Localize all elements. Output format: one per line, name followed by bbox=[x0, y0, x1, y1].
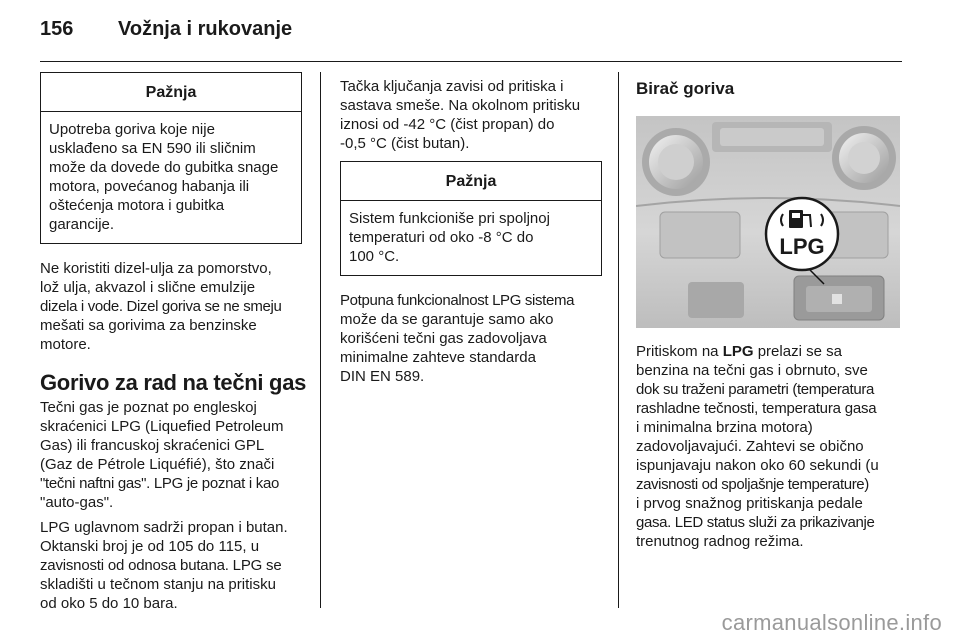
text-line: Potpuna funkcionalnost LPG sistema bbox=[340, 292, 575, 309]
column-2 bbox=[340, 72, 602, 386]
text-line: ispunjavaju nakon oko 60 sekundi (u bbox=[636, 457, 879, 474]
text-line: zadovoljavajući. Zahtevi se obično bbox=[636, 438, 864, 455]
text-line: Tačka ključanja zavisi od pritiska i bbox=[340, 78, 564, 95]
watermark: carmanualsonline.info bbox=[721, 610, 942, 635]
chapter-title: Vožnja i rukovanje bbox=[118, 18, 293, 40]
notice-line: temperaturi od oko -8 °C do bbox=[349, 229, 534, 246]
text-line: skladišti u tečnom stanju na pritisku bbox=[40, 576, 276, 593]
section-heading-fuel-selector: Birač goriva bbox=[636, 79, 735, 98]
text-line: Gas) ili francuskoj skraćenici GPL bbox=[40, 437, 265, 454]
text-line: može da se garantuje samo ako bbox=[340, 311, 554, 328]
text-line: zavisnosti od spoljašnje temperature) bbox=[636, 476, 869, 493]
text-line: sastava smeše. Na okolnom pritisku bbox=[340, 97, 581, 114]
column-3 bbox=[636, 72, 902, 551]
text-line: gasa. LED status služi za prikazivanje bbox=[636, 514, 875, 531]
notice-body bbox=[341, 201, 601, 275]
header-rule bbox=[40, 61, 902, 62]
paragraph-boiling-point bbox=[340, 77, 602, 153]
section-heading: Gorivo za rad na tečni gas bbox=[40, 370, 307, 395]
text-line: "auto-gas". bbox=[40, 494, 114, 511]
text-line: LPG uglavnom sadrži propan i butan. bbox=[40, 519, 288, 536]
text-line: (Gaz de Pétrole Liquéfié), što znači bbox=[40, 456, 275, 473]
text-line: motore. bbox=[40, 336, 91, 353]
column-divider-2 bbox=[618, 72, 619, 608]
notice-line: oštećenja motora i gubitka bbox=[49, 197, 225, 214]
text-suffix: prelazi se sa bbox=[757, 343, 842, 360]
paragraph-diesel bbox=[40, 259, 302, 354]
text-line: lož ulja, akvazol i slične emulzije bbox=[40, 279, 256, 296]
column-divider-1 bbox=[320, 72, 321, 608]
lpg-button-label: LPG bbox=[779, 234, 825, 259]
notice-line: garancije. bbox=[49, 216, 115, 233]
paragraph-lpg-intro bbox=[40, 398, 302, 512]
text-line: -0,5 °C (čist butan). bbox=[340, 135, 470, 152]
text-line: trenutnog radnog režima. bbox=[636, 533, 804, 550]
text-line: Tečni gas je poznat po engleskoj bbox=[40, 399, 257, 416]
text-line: DIN EN 589. bbox=[340, 368, 425, 385]
notice-line: 100 °C. bbox=[349, 248, 400, 265]
paragraph-functionality bbox=[340, 291, 602, 386]
text-line: od oko 5 do 10 bara. bbox=[40, 595, 178, 612]
text-line: skraćenici LPG (Liquefied Petroleum bbox=[40, 418, 284, 435]
paragraph-lpg-composition bbox=[40, 518, 302, 613]
text-line: i prvog snažnog pritiskanja pedale bbox=[636, 495, 863, 512]
notice-line: motora, povećanog habanja ili bbox=[49, 178, 250, 195]
column-1 bbox=[40, 72, 307, 613]
text-prefix: Pritiskom na bbox=[636, 343, 719, 360]
notice-body bbox=[41, 112, 301, 243]
text-line: Ne koristiti dizel-ulja za pomorstvo, bbox=[40, 260, 272, 277]
text-line: rashladne tečnosti, temperatura gasa bbox=[636, 400, 877, 417]
notice-heading: Pažnja bbox=[41, 73, 301, 112]
text-line bbox=[636, 342, 902, 361]
notice-box-diesel bbox=[40, 72, 302, 244]
text-line: benzina na tečni gas i obrnuto, sve bbox=[636, 362, 868, 379]
lpg-term: LPG bbox=[722, 343, 754, 360]
text-line: dizela i vode. Dizel goriva se ne smeju bbox=[40, 298, 282, 315]
text-line: Oktanski broj je od 105 do 115, u bbox=[40, 538, 260, 555]
text-line: zavisnosti od odnosa butana. LPG se bbox=[40, 557, 282, 574]
notice-line: može da dovede do gubitka snage bbox=[49, 159, 279, 176]
fuel-selector-photo bbox=[636, 116, 900, 328]
text-line: i minimalna brzina motora) bbox=[636, 419, 813, 436]
text-line: "tečni naftni gas". LPG je poznat i kao bbox=[40, 475, 280, 492]
notice-line: Upotreba goriva koje nije bbox=[49, 121, 215, 138]
text-line: mešati sa gorivima za benzinske bbox=[40, 317, 257, 334]
text-line: dok su traženi parametri (temperatura bbox=[636, 381, 874, 398]
notice-box-temperature bbox=[340, 161, 602, 276]
paragraph-fuel-selector bbox=[636, 342, 902, 551]
notice-heading: Pažnja bbox=[341, 162, 601, 201]
page-number: 156 bbox=[40, 18, 74, 40]
text-line: iznosi od -42 °C (čist propan) do bbox=[340, 116, 555, 133]
notice-line: usklađeno sa EN 590 ili sličnim bbox=[49, 140, 256, 157]
notice-line: Sistem funkcioniše pri spoljnoj bbox=[349, 210, 550, 227]
text-line: korišćeni tečni gas zadovoljava bbox=[340, 330, 547, 347]
text-line: minimalne zahteve standarda bbox=[340, 349, 536, 366]
